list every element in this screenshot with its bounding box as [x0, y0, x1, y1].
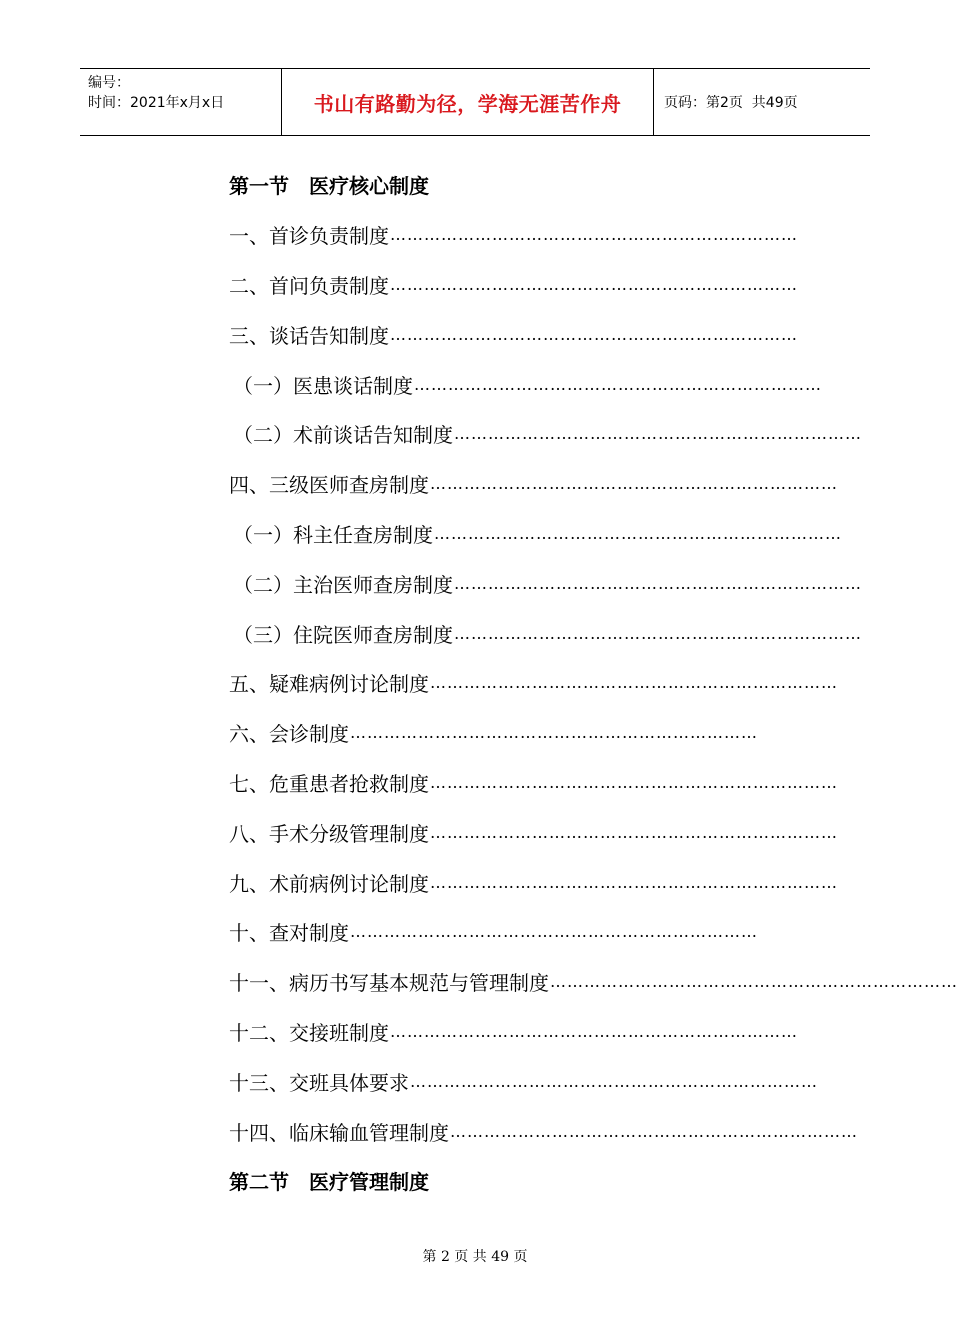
toc-item[interactable]: [229, 309, 798, 359]
toc-leader-dots: ………………………………………………………………: [450, 1121, 858, 1141]
toc-item-label: 七、危重患者抢救制度: [229, 771, 429, 796]
toc-item-label: 八、手术分级管理制度: [229, 821, 429, 846]
toc-item[interactable]: [229, 758, 838, 808]
toc-leader-dots: ………………………………………………………………: [430, 673, 838, 693]
toc-leader-dots: ………………………………………………………………: [454, 424, 862, 444]
toc-leader-dots: ………………………………………………………………: [454, 623, 862, 643]
toc-leader-dots: ………………………………………………………………: [350, 922, 758, 942]
toc-item[interactable]: [229, 1007, 798, 1057]
section-title-2: [229, 1156, 699, 1206]
toc-item-label: （一）科主任查房制度: [233, 522, 433, 547]
toc-leader-dots: ………………………………………………………………: [414, 374, 822, 394]
toc-item[interactable]: [229, 658, 838, 708]
header-motto: 书山有路勤为径，学海无涯苦作舟: [282, 69, 654, 135]
toc-leader-dots: ………………………………………………………………: [434, 523, 842, 543]
toc-item-label: 一、首诊负责制度: [229, 224, 389, 249]
toc-item-label: 三、谈话告知制度: [229, 323, 389, 348]
toc-item[interactable]: [229, 708, 758, 758]
toc-leader-dots: ………………………………………………………………: [390, 324, 798, 344]
header-meta: [80, 69, 282, 135]
toc-leader-dots: ………………………………………………………………: [390, 225, 798, 245]
toc-leader-dots: ………………………………………………………………: [430, 474, 838, 494]
toc-item-label: （二）主治医师查房制度: [233, 572, 453, 597]
toc-leader-dots: ………………………………………………………………: [454, 573, 862, 593]
section-title-2-text: 第二节 医疗管理制度: [229, 1170, 429, 1195]
toc-leader-dots: ………………………………………………………………: [350, 723, 758, 743]
toc-item-label: 十、查对制度: [229, 921, 349, 946]
doc-number-label: 编号：: [88, 75, 130, 91]
toc-leader-dots: ………………………………………………………………: [390, 1021, 798, 1041]
toc-item-label: 十二、交接班制度: [229, 1020, 389, 1045]
toc-item-label: 九、术前病例讨论制度: [229, 871, 429, 896]
toc-item[interactable]: [229, 807, 838, 857]
page-footer: [0, 1246, 950, 1266]
toc-item-label: （二）术前谈话告知制度: [233, 423, 453, 448]
footer-page-number: 第 2 页 共 49 页: [422, 1249, 528, 1265]
section-title-1: [229, 160, 699, 210]
toc-item[interactable]: [229, 957, 958, 1007]
toc-item-label: 十四、临床输血管理制度: [229, 1120, 449, 1145]
toc-item[interactable]: [229, 260, 798, 310]
section-title-1-text: 第一节 医疗核心制度: [229, 174, 429, 199]
toc-item[interactable]: [229, 907, 758, 957]
toc-item-label: （三）住院医师查房制度: [233, 622, 453, 647]
toc-leader-dots: ………………………………………………………………: [410, 1071, 818, 1091]
toc-leader-dots: ………………………………………………………………: [430, 872, 838, 892]
toc-item[interactable]: [229, 210, 798, 260]
toc-leader-dots: ………………………………………………………………: [430, 822, 838, 842]
toc-item[interactable]: [229, 459, 838, 509]
toc-item-label: 十一、病历书写基本规范与管理制度: [229, 971, 549, 996]
toc-item[interactable]: [229, 509, 842, 559]
toc-item[interactable]: [229, 409, 862, 459]
header-page-info-text: 页码：第2页 共49页: [664, 95, 798, 111]
toc-item[interactable]: [229, 558, 862, 608]
page-header: [80, 68, 870, 136]
toc-item[interactable]: [229, 359, 822, 409]
toc-item[interactable]: [229, 1106, 858, 1156]
toc-item[interactable]: [229, 608, 862, 658]
toc-item-label: 二、首问负责制度: [229, 273, 389, 298]
toc-item[interactable]: [229, 857, 838, 907]
header-page-info: [654, 69, 870, 135]
toc-item-label: （一）医患谈话制度: [233, 373, 413, 398]
toc-item[interactable]: [229, 1056, 818, 1106]
toc-item-label: 四、三级医师查房制度: [229, 473, 429, 498]
toc-leader-dots: ………………………………………………………………: [390, 274, 798, 294]
toc-leader-dots: ………………………………………………………………: [550, 972, 958, 992]
toc-item-label: 十三、交班具体要求: [229, 1070, 409, 1095]
toc-item-label: 五、疑难病例讨论制度: [229, 672, 429, 697]
table-of-contents: [229, 160, 958, 1206]
toc-item-label: 六、会诊制度: [229, 722, 349, 747]
toc-leader-dots: ………………………………………………………………: [430, 772, 838, 792]
doc-time-label: 时间：2021年x月x日: [88, 95, 225, 111]
